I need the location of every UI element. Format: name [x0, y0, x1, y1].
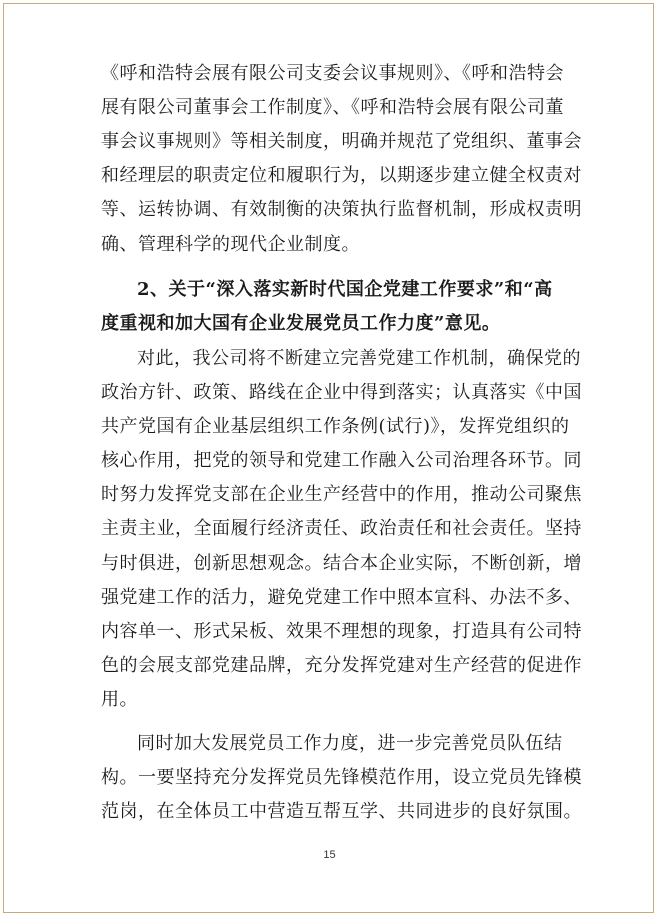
- text-line: 核心作用，把党的领导和党建工作融入公司治理各环节。同: [101, 450, 582, 471]
- text-line: 时努力发挥党支部在企业生产经营中的作用，推动公司聚焦: [101, 484, 582, 505]
- text-line: 同时加大发展党员工作力度，进一步完善党员队伍结: [137, 733, 563, 754]
- text-line: 《呼和浩特会展有限公司支委会议事规则》、《呼和浩特会: [101, 63, 564, 84]
- text-line: 对此，我公司将不断建立完善党建工作机制，确保党的: [137, 348, 581, 369]
- text-line: 事会议事规则》等相关制度，明确并规范了党组织、董事会: [101, 131, 582, 152]
- text-line: 展有限公司董事会工作制度》、《呼和浩特会展有限公司董: [101, 97, 564, 118]
- section-heading: 2、关于“深入落实新时代国企党建工作要求”和“高: [137, 279, 553, 300]
- text-line: 范岗，在全体员工中营造互帮互学、共同进步的良好氛围。: [101, 801, 582, 822]
- text-line: 和经理层的职责定位和履职行为，以期逐步建立健全权责对: [101, 165, 582, 186]
- page-number: 15: [323, 849, 336, 861]
- text-line: 内容单一、形式呆板、效果不理想的现象，打造具有公司特: [101, 621, 582, 642]
- text-line: 用。: [101, 689, 138, 710]
- text-line: 等、运转协调、有效制衡的决策执行监督机制，形成权责明: [101, 199, 582, 220]
- text-line: 确、管理科学的现代企业制度。: [101, 234, 360, 255]
- text-line: 与时俱进，创新思想观念。结合本企业实际，不断创新，增: [101, 553, 582, 574]
- text-line: 构。一要坚持充分发挥党员先锋模范作用，设立党员先锋模: [101, 767, 582, 788]
- text-line: 色的会展支部党建品牌，充分发挥党建对生产经营的促进作: [101, 655, 582, 676]
- text-line: 主责主业，全面履行经济责任、政治责任和社会责任。坚持: [101, 518, 582, 539]
- text-line: 共产党国有企业基层组织工作条例(试行)》，发挥党组织的: [101, 416, 570, 437]
- section-heading: 度重视和加大国有企业发展党员工作力度”意见。: [101, 313, 501, 334]
- text-line: 强党建工作的活力，避免党建工作中照本宣科、办法不多、: [101, 587, 582, 608]
- text-line: 政治方针、政策、路线在企业中得到落实；认真落实《中国: [101, 382, 582, 403]
